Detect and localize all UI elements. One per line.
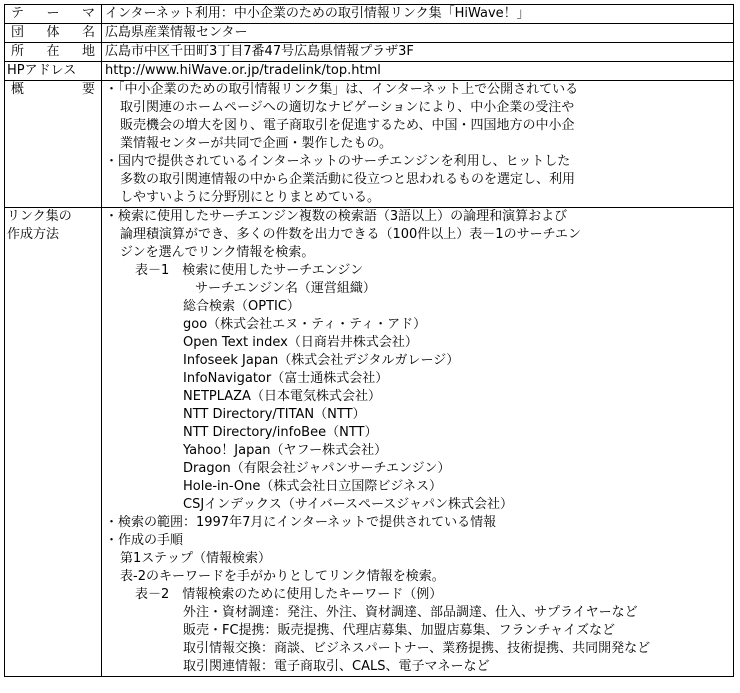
- method-label: [5, 208, 102, 677]
- org-value: 広島県産業情報センター: [102, 24, 734, 43]
- org-row: [5, 24, 734, 43]
- table2-title: 表－2 情報検索のために使用したキーワード（例）: [135, 587, 443, 602]
- engine-item: Dragon（有限会社ジャパンサーチエンジン）: [183, 461, 451, 476]
- org-label: 団 体 名: [5, 24, 102, 43]
- overview-text: [102, 81, 734, 208]
- engine-item: Infoseek Japan（株式会社デジタルガレージ）: [183, 353, 460, 368]
- keyword-item: 販売・FC提携：販売提携、代理店募集、加盟店募集、フランチャイズなど: [183, 623, 616, 638]
- method-intro-line: 論理積演算ができ、多くの件数を出力できる（100件以上）表－1のサーチエン: [120, 227, 582, 242]
- method-row: [5, 208, 734, 677]
- overview-row: [5, 81, 734, 208]
- method-text: [102, 208, 734, 677]
- keyword-item: 外注・資材調達：発注、外注、資材調達、部品調達、仕入、サプライヤーなど: [183, 605, 638, 620]
- engine-item: Hole-in-One（株式会社日立国際ビジネス）: [183, 479, 443, 494]
- overview-line: ・「中小企業のための取引情報リンク集」は、インターネット上で公開されている: [105, 82, 579, 97]
- engine-item: goo（株式会社エヌ・ティ・ティ・アド）: [183, 317, 427, 332]
- hp-label: HPアドレス: [5, 62, 102, 81]
- step1-desc: 表-2のキーワードを手がかりとしてリンク情報を検索。: [120, 569, 445, 584]
- overview-line: 取引関連のホームページへの適切なナビゲーションにより、中小企業の受注や: [120, 100, 575, 115]
- engine-item: Open Text index（日商岩井株式会社）: [183, 335, 418, 350]
- method-label-line: 作成方法: [7, 227, 60, 242]
- method-intro-line: ジンを選んでリンク情報を検索。: [120, 245, 315, 260]
- address-label: 所 在 地: [5, 43, 102, 62]
- keyword-item: 取引情報交換：商談、ビジネスパートナー、業務提携、技術提携、共同開発など: [183, 641, 651, 656]
- overview-line: しやすいように分野別にとりまとめている。: [120, 190, 381, 205]
- overview-label: 概 要: [5, 81, 102, 208]
- engine-item: 総合検索（OPTIC）: [183, 299, 300, 314]
- overview-line: ・国内で提供されているインターネットのサーチエンジンを利用し、ヒットした: [105, 154, 571, 169]
- engine-item: NETPLAZA（日本電気株式会社）: [183, 389, 381, 404]
- scope-line: ・検索の範囲：1997年7月にインターネットで提供されている情報: [105, 515, 497, 530]
- procedure-line: ・作成の手順: [105, 533, 184, 548]
- engine-item: CSJインデックス（サイバースペースジャパン株式会社）: [183, 497, 514, 512]
- keyword-item: 取引関連情報：電子商取引、CALS、電子マネーなど: [183, 659, 490, 674]
- engine-item: NTT Directory/TITAN（NTT）: [183, 407, 366, 422]
- overview-line: 多数の取引関連情報の中から企業活動に役立つと思われるものを選定し、利用: [120, 172, 576, 187]
- info-table: [4, 4, 734, 677]
- engine-item: Yahoo！Japan（ヤフー株式会社）: [183, 443, 388, 458]
- hp-row: [5, 62, 734, 81]
- theme-label: テ ー マ: [5, 5, 102, 24]
- engine-item: InfoNavigator（富士通株式会社）: [183, 371, 389, 386]
- table1-title: 表－1 検索に使用したサーチエンジン: [135, 263, 364, 278]
- overview-line: 販売機会の増大を図り、電子商取引を促進するため、中国・四国地方の中小企: [120, 118, 575, 133]
- address-row: [5, 43, 734, 62]
- method-intro-line: ・検索に使用したサーチエンジン複数の検索語（3語以上）の論理和演算および: [105, 209, 568, 224]
- theme-value: インターネット利用：中小企業のための取引情報リンク集「HiWave！」: [102, 5, 734, 24]
- overview-line: 業情報センターが共同で企画・製作したもの。: [120, 136, 392, 151]
- theme-row: [5, 5, 734, 24]
- step1-title: 第1ステップ（情報検索）: [120, 551, 272, 566]
- engine-item: NTT Directory/infoBee（NTT）: [183, 425, 378, 440]
- engine-header: サーチエンジン名（運営組織）: [195, 281, 376, 296]
- method-label-line: リンク集の: [7, 209, 72, 224]
- hp-url[interactable]: http://www.hiWave.or.jp/tradelink/top.html: [102, 62, 734, 81]
- address-value: 広島市中区千田町3丁目7番47号広島県情報プラザ3F: [102, 43, 734, 62]
